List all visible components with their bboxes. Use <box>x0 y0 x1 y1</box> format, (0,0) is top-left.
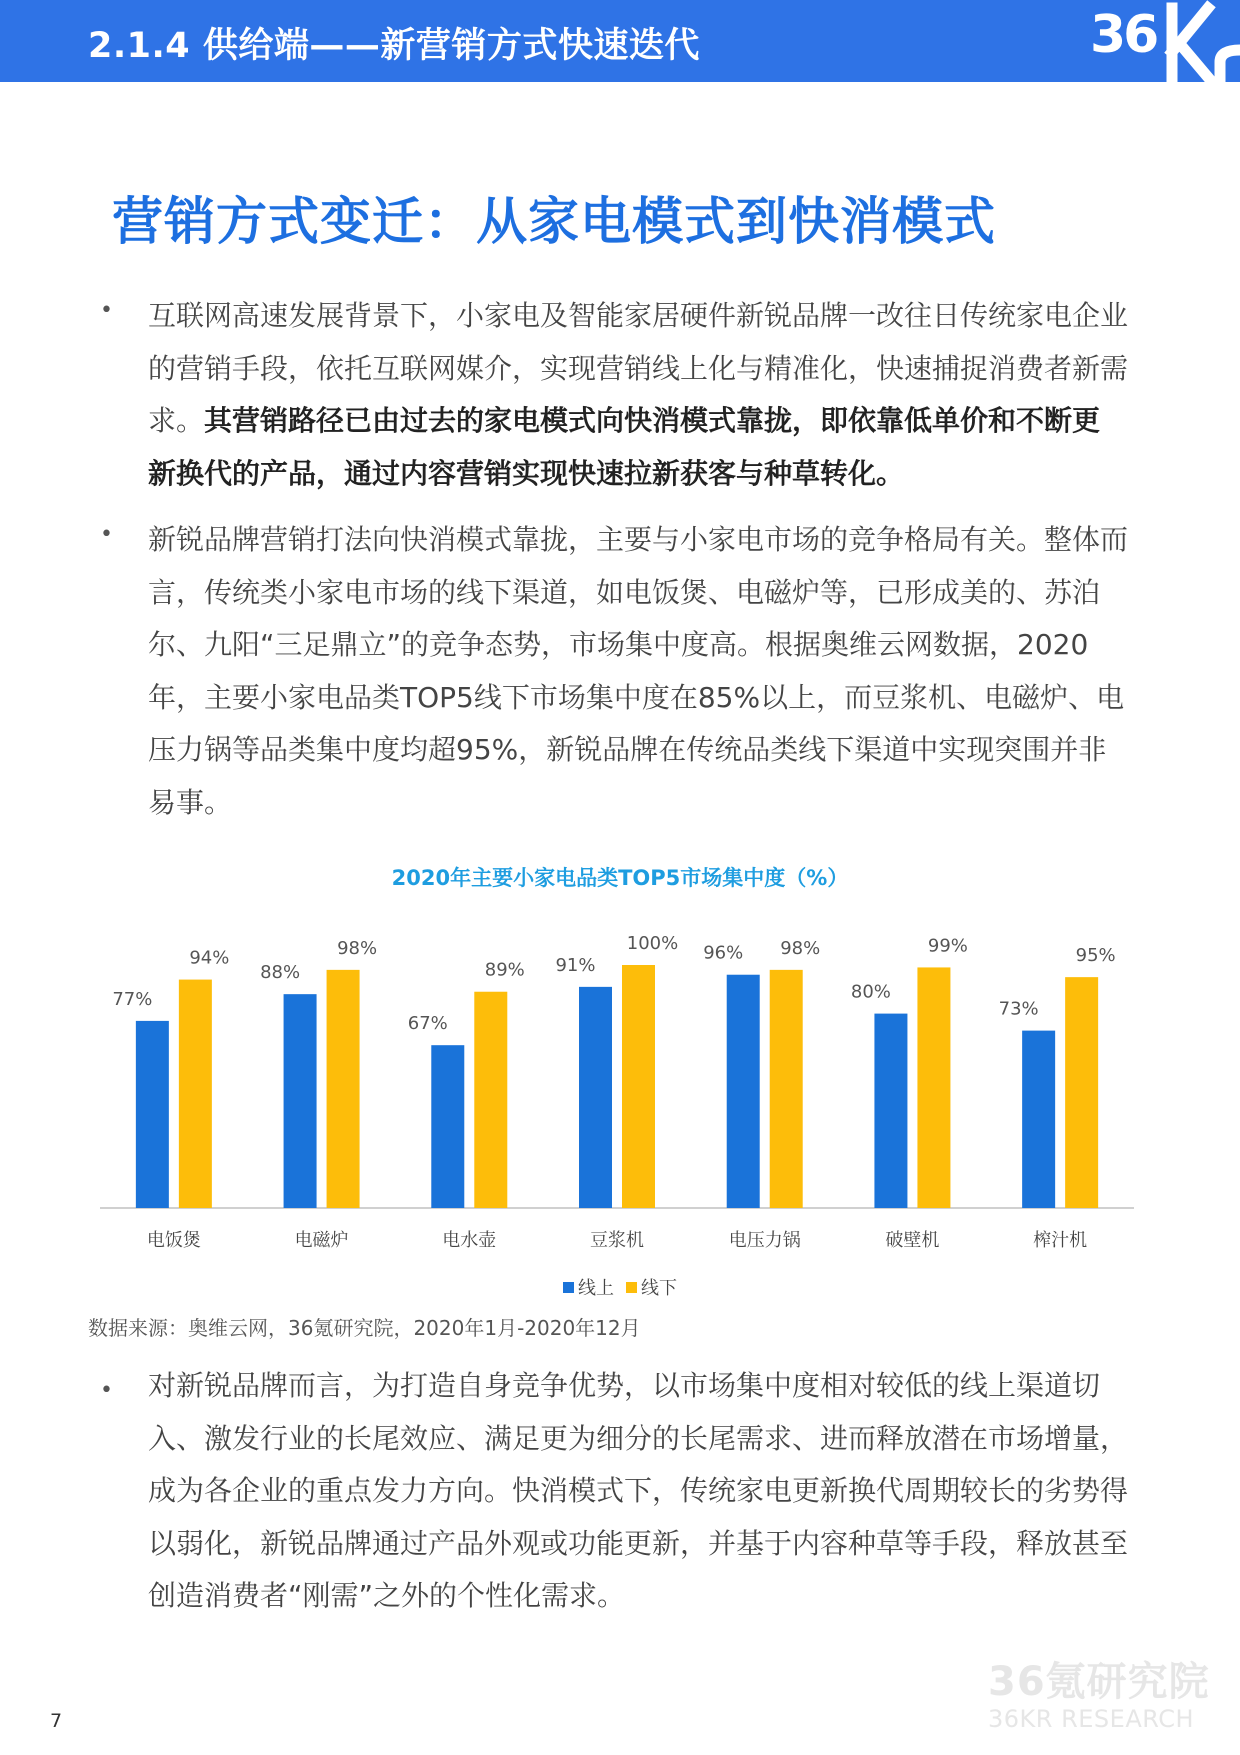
category-label-4: 电压力锅 <box>728 1230 801 1251</box>
data-label-online-4: 96% <box>703 942 744 964</box>
bar-online-1 <box>284 994 317 1208</box>
data-source: 数据来源：奥维云网，36氪研究院，2020年1月-2020年12月 <box>88 1316 641 1340</box>
watermark-main: 36氪研究院 <box>988 1659 1210 1705</box>
data-label-online-6: 73% <box>998 998 1039 1020</box>
watermark-sub: 36KR RESEARCH <box>988 1705 1195 1733</box>
category-label-1: 电磁炉 <box>294 1230 349 1251</box>
bar-online-6 <box>1022 1031 1055 1208</box>
watermark <box>988 1650 1210 1733</box>
data-label-online-2: 67% <box>407 1013 448 1035</box>
brand-logo <box>1080 0 1240 82</box>
36kr-logo-icon <box>1080 0 1240 82</box>
section-title: 2.1.4 供给端——新营销方式快速迭代 <box>88 26 700 66</box>
bullet-mark: • <box>100 1378 113 1403</box>
legend-item-online <box>563 1278 614 1299</box>
data-label-online-0: 77% <box>112 988 153 1010</box>
bar-offline-3 <box>622 965 655 1208</box>
page-number: 7 <box>50 1710 63 1732</box>
data-label-online-3: 91% <box>555 954 596 976</box>
data-label-online-5: 80% <box>850 981 891 1003</box>
bar-offline-5 <box>917 967 950 1208</box>
category-label-0: 电饭煲 <box>146 1230 201 1251</box>
bar-online-3 <box>579 987 612 1208</box>
main-title: 营销方式变迁：从家电模式到快消模式 <box>112 193 997 252</box>
bar-offline-0 <box>179 980 212 1208</box>
bar-offline-2 <box>474 992 507 1208</box>
category-label-6: 榨汁机 <box>1033 1230 1088 1251</box>
bar-offline-1 <box>327 970 360 1208</box>
bar-online-4 <box>727 975 760 1208</box>
category-label-3: 豆浆机 <box>590 1230 644 1251</box>
bar-chart <box>0 900 1240 1270</box>
data-label-offline-3: 100% <box>626 933 679 954</box>
page-header <box>0 0 1240 82</box>
bullet-mark: • <box>100 298 113 323</box>
bar-online-0 <box>136 1021 169 1208</box>
category-label-5: 破壁机 <box>885 1230 940 1251</box>
data-label-offline-0: 94% <box>189 947 230 969</box>
data-label-offline-1: 98% <box>337 937 378 959</box>
bar-offline-6 <box>1065 977 1098 1208</box>
svg-text:36: 36 <box>1090 5 1157 65</box>
data-label-offline-4: 98% <box>780 937 821 959</box>
category-label-2: 电水壶 <box>442 1230 497 1251</box>
bar-online-2 <box>431 1045 464 1208</box>
paragraph-3: 对新锐品牌而言，为打造自身竞争优势，以市场集中度相对较低的线上渠道切入、激发行业的长尾效应、满足更为细分的长尾需求、进而释放潜在市场增量，成为各企业的重点发力方向。快消模式下，传统家电更新换代周期较长的劣势得以弱化，新锐品牌通过产品外观或功能更新，并基于内容种草等手段，释放甚至创造消费者“刚需”之外的个性化需求。 <box>148 1369 1129 1612</box>
data-label-offline-5: 99% <box>927 935 968 957</box>
paragraph-1-bold: 其营销路径已由过去的家电模式向快消模式靠拢，即依靠低单价和不断更新换代的产品，通过内容营销实现快速拉新获客与种草转化。 <box>148 404 1101 490</box>
paragraph-1 <box>148 290 1128 500</box>
data-label-online-1: 88% <box>260 962 301 984</box>
legend-swatch-offline <box>626 1282 637 1293</box>
data-label-offline-2: 89% <box>484 959 525 981</box>
bar-online-5 <box>874 1014 907 1208</box>
paragraph-1-text: 互联网高速发展背景下，小家电及智能家居硬件新锐品牌一改往日传统家电企业的营销手段，依托互联网媒介，实现营销线上化与精准化，快速捕捉消费者新需求。 <box>148 299 1129 437</box>
bullet-mark: • <box>100 522 113 547</box>
legend-label-online: 线上 <box>578 1278 614 1299</box>
paragraph-2: 新锐品牌营销打法向快消模式靠拢，主要与小家电市场的竞争格局有关。整体而言，传统类小家电市场的线下渠道，如电饭煲、电磁炉等，已形成美的、苏泊尔、九阳“三足鼎立”的竞争态势，市场集中度高。根据奥维云网数据，2020年，主要小家电品类TOP5线下市场集中度在85%以上，而豆浆机、电磁炉、电压力锅等品类集中度均超95%，新锐品牌在传统品类线下渠道中实现突围并非易事。 <box>148 523 1129 819</box>
legend-item-offline <box>626 1278 677 1299</box>
bar-offline-4 <box>770 970 803 1208</box>
data-label-offline-6: 95% <box>1075 945 1116 967</box>
legend-swatch-online <box>563 1282 574 1293</box>
legend-label-offline: 线下 <box>641 1278 677 1299</box>
chart-title: 2020年主要小家电品类TOP5市场集中度（%） <box>391 866 849 890</box>
chart-legend <box>0 1274 1240 1300</box>
